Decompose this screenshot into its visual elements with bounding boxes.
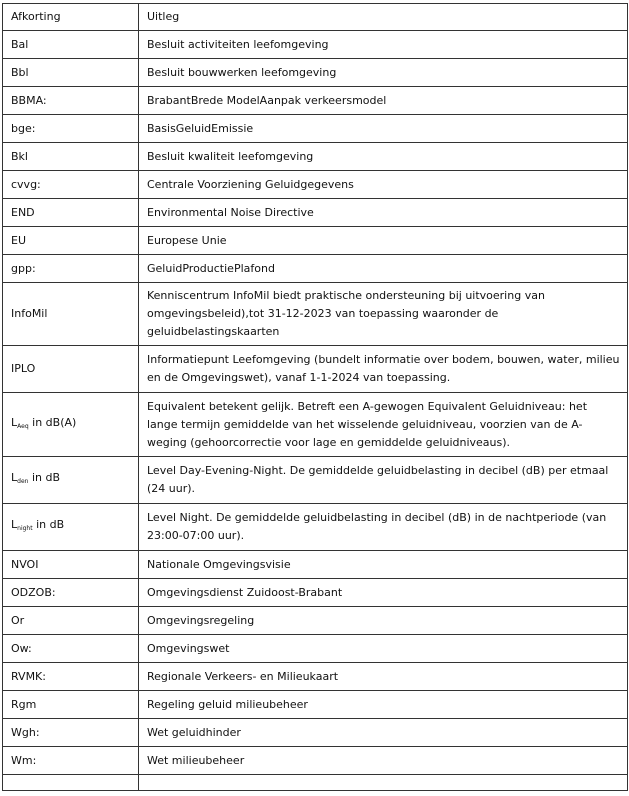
abbreviation-text: Wm: [11, 753, 37, 767]
abbreviation-cell [3, 691, 139, 719]
abbreviation-text: BBMA: [11, 93, 47, 107]
description-cell: Besluit bouwwerken leefomgeving [139, 59, 628, 87]
table-row [3, 504, 628, 551]
abbreviation-text: Bal [11, 37, 29, 51]
abbreviation-cell [3, 171, 139, 199]
table-row [3, 719, 628, 747]
abbreviation-unit: in dB [28, 471, 61, 484]
description-cell [139, 775, 628, 791]
table-row [3, 283, 628, 346]
table-row [3, 59, 628, 87]
description-cell: Regeling geluid milieubeheer [139, 691, 628, 719]
abbreviation-cell [3, 457, 139, 504]
table-row [3, 346, 628, 393]
table-body [3, 4, 628, 791]
abbreviation-text: IPLO [11, 362, 36, 375]
abbreviation-text: L [11, 471, 18, 484]
description-cell: GeluidProductiePlafond [139, 255, 628, 283]
abbreviation-text: Wgh: [11, 725, 40, 739]
abbreviation-cell [3, 775, 139, 791]
abbreviation-text: NVOI [11, 557, 39, 571]
abbreviation-subscript: den [17, 478, 29, 485]
description-cell: Nationale Omgevingsvisie [139, 551, 628, 579]
description-cell: Centrale Voorziening Geluidgegevens [139, 171, 628, 199]
abbreviation-text: ODZOB: [11, 585, 56, 599]
abbreviation-cell [3, 607, 139, 635]
abbreviation-text: EU [11, 233, 27, 247]
abbreviation-cell [3, 115, 139, 143]
table-row [3, 691, 628, 719]
abbreviation-cell [3, 31, 139, 59]
abbreviation-unit: in dB(A) [28, 415, 77, 429]
description-cell: Level Night. De gemiddelde geluidbelasting in decibel (dB) in de nachtperiode (van 23:00-07:00 uur). [139, 504, 628, 551]
table-row [3, 31, 628, 59]
table-row [3, 115, 628, 143]
abbreviation-text: Bbl [11, 65, 29, 79]
description-cell: Informatiepunt Leefomgeving (bundelt informatie over bodem, bouwen, water, milieu en de Omgevingswet), vanaf 1-1-2024 van toepassing. [139, 346, 628, 393]
description-cell: Wet geluidhinder [139, 719, 628, 747]
abbreviation-text: gpp: [11, 261, 36, 275]
abbreviation-subscript: Aeq [17, 422, 29, 430]
table-row [3, 87, 628, 115]
abbreviation-cell [3, 87, 139, 115]
table-row [3, 199, 628, 227]
abbreviation-text: Bkl [11, 149, 28, 163]
description-cell: Omgevingsregeling [139, 607, 628, 635]
description-cell: Besluit activiteiten leefomgeving [139, 31, 628, 59]
description-cell: Europese Unie [139, 227, 628, 255]
abbreviation-cell [3, 59, 139, 87]
description-cell: Regionale Verkeers- en Milieukaart [139, 663, 628, 691]
table-row [3, 393, 628, 457]
table-row [3, 775, 628, 791]
table-row [3, 635, 628, 663]
abbreviation-cell [3, 663, 139, 691]
abbreviation-cell [3, 504, 139, 551]
abbreviation-text: END [11, 205, 35, 219]
table-row [3, 255, 628, 283]
abbreviation-cell [3, 719, 139, 747]
abbreviation-cell [3, 346, 139, 393]
abbreviation-cell [3, 255, 139, 283]
abbreviation-text: L [11, 415, 18, 429]
abbreviation-subscript: night [17, 525, 33, 532]
table-row [3, 171, 628, 199]
description-cell: BrabantBrede ModelAanpak verkeersmodel [139, 87, 628, 115]
header-uitleg: Uitleg [139, 4, 628, 31]
table-row [3, 579, 628, 607]
table-header-row [3, 4, 628, 31]
table-row [3, 227, 628, 255]
description-cell: Wet milieubeheer [139, 747, 628, 775]
description-cell: Omgevingsdienst Zuidoost-Brabant [139, 579, 628, 607]
table-row [3, 663, 628, 691]
table-row [3, 457, 628, 504]
description-cell: Omgevingswet [139, 635, 628, 663]
description-cell: Level Day-Evening-Night. De gemiddelde geluidbelasting in decibel (dB) per etmaal (24 uur). [139, 457, 628, 504]
abbreviation-cell [3, 393, 139, 457]
abbreviation-text: Ow: [11, 641, 32, 655]
abbreviation-cell [3, 635, 139, 663]
abbreviation-unit: in dB [32, 518, 65, 531]
abbreviation-text: bge: [11, 121, 36, 135]
description-cell: Environmental Noise Directive [139, 199, 628, 227]
abbreviation-cell [3, 579, 139, 607]
description-cell: Besluit kwaliteit leefomgeving [139, 143, 628, 171]
abbreviation-cell [3, 283, 139, 346]
abbreviation-text: Rgm [11, 697, 37, 711]
description-cell: BasisGeluidEmissie [139, 115, 628, 143]
header-afkorting: Afkorting [3, 4, 139, 31]
abbreviation-cell [3, 143, 139, 171]
description-cell: Kenniscentrum InfoMil biedt praktische ondersteuning bij uitvoering van omgevingsbeleid),tot 31-12-2023 van toepassing waaronder de geluidbelastingskaarten [139, 283, 628, 346]
abbreviation-text: RVMK: [11, 669, 46, 683]
abbreviations-table [2, 3, 628, 791]
abbreviation-cell [3, 199, 139, 227]
abbreviation-cell [3, 747, 139, 775]
table-row [3, 551, 628, 579]
abbreviation-text: Or [11, 613, 25, 627]
abbreviation-text: cvvg: [11, 177, 41, 191]
abbreviation-cell [3, 227, 139, 255]
table-row [3, 747, 628, 775]
abbreviation-cell [3, 551, 139, 579]
abbreviation-text: InfoMil [11, 307, 48, 320]
table-row [3, 607, 628, 635]
description-cell: Equivalent betekent gelijk. Betreft een A-gewogen Equivalent Geluidniveau: het lange termijn gemiddelde van het wisselende geluidniveau, voorzien van de A-weging (gehoorcorrectie voor lage en gemiddelde geluidniveaus). [139, 393, 628, 457]
abbreviation-text: L [11, 518, 18, 531]
table-row [3, 143, 628, 171]
